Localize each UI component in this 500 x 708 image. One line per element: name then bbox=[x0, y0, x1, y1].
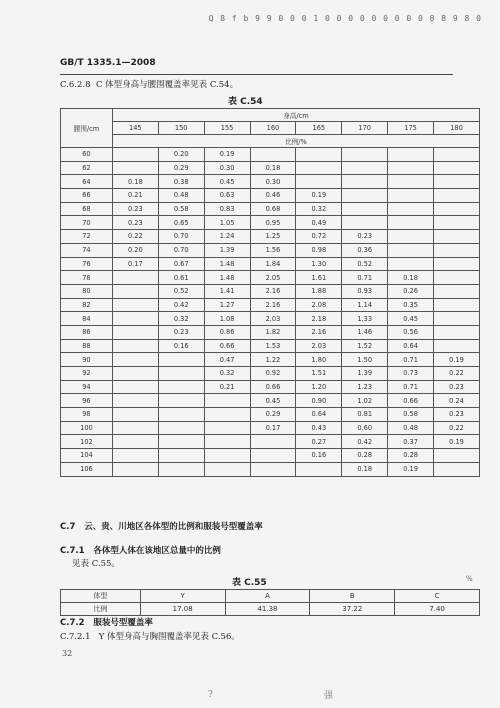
section-c72-number: C.7.2 bbox=[60, 618, 85, 628]
table54-ratio-cell: 0.52 bbox=[342, 257, 388, 271]
table54-ratio-cell: 0.60 bbox=[342, 421, 388, 435]
table54-height-header-row bbox=[61, 122, 480, 135]
table54-ratio-cell: 0.58 bbox=[158, 202, 204, 216]
table54-ratio-cell: 1.33 bbox=[342, 312, 388, 326]
table54-waist-cell: 78 bbox=[61, 271, 113, 285]
table54-ratio-header: 比例/% bbox=[112, 135, 479, 148]
table54-ratio-cell bbox=[158, 408, 204, 422]
table54-ratio-cell: 1.25 bbox=[250, 230, 296, 244]
table54-height-header: 150 bbox=[158, 122, 204, 135]
table54-ratio-cell: 0.95 bbox=[250, 216, 296, 230]
table54-ratio-cell: 0.72 bbox=[296, 230, 342, 244]
table54-ratio-cell bbox=[434, 189, 480, 203]
table54-ratio-cell bbox=[342, 175, 388, 189]
table54-ratio-cell bbox=[112, 380, 158, 394]
table54-ratio-cell bbox=[388, 257, 434, 271]
table54-ratio-cell: 0.23 bbox=[434, 408, 480, 422]
table54-ratio-cell: 1.08 bbox=[204, 312, 250, 326]
table54-ratio-cell bbox=[434, 243, 480, 257]
table54-waist-cell: 102 bbox=[61, 435, 113, 449]
table54-ratio-cell bbox=[434, 230, 480, 244]
table54-ratio-cell: 0.23 bbox=[158, 325, 204, 339]
table55-row-label: 比例 bbox=[61, 603, 141, 616]
table55-value-cell: 41.38 bbox=[225, 603, 310, 616]
table54-row bbox=[61, 325, 480, 339]
table54-height-header: 165 bbox=[296, 122, 342, 135]
table54-ratio-cell: 0.24 bbox=[434, 394, 480, 408]
table54-ratio-cell: 2.18 bbox=[296, 312, 342, 326]
table54-ratio-cell bbox=[434, 298, 480, 312]
table54-ratio-cell bbox=[388, 189, 434, 203]
table54-ratio-cell: 1.27 bbox=[204, 298, 250, 312]
table54-ratio-cell: 1.52 bbox=[342, 339, 388, 353]
table54-ratio-cell bbox=[296, 148, 342, 162]
table54-ratio-cell: 0.16 bbox=[296, 449, 342, 463]
table54-height-header: 170 bbox=[342, 122, 388, 135]
table54-ratio-cell: 0.66 bbox=[388, 394, 434, 408]
table54-ratio-cell bbox=[250, 435, 296, 449]
table54-ratio-cell: 0.18 bbox=[112, 175, 158, 189]
table54-row bbox=[61, 408, 480, 422]
table54-row bbox=[61, 230, 480, 244]
table54-height-header: 180 bbox=[434, 122, 480, 135]
table55-column-header: Y bbox=[140, 590, 225, 603]
intro-number: C.6.2.8 bbox=[60, 80, 91, 90]
table54-ratio-cell: 0.64 bbox=[296, 408, 342, 422]
table54-row bbox=[61, 449, 480, 463]
table54-ratio-cell: 2.03 bbox=[250, 312, 296, 326]
table54-ratio-cell: 1.48 bbox=[204, 271, 250, 285]
table54-ratio-cell bbox=[112, 421, 158, 435]
table54-ratio-cell bbox=[158, 449, 204, 463]
table54-ratio-cell: 0.17 bbox=[112, 257, 158, 271]
table54-ratio-cell bbox=[342, 189, 388, 203]
section-c72-title: 服装号型覆盖率 bbox=[93, 618, 153, 628]
table54-ratio-cell: 0.35 bbox=[388, 298, 434, 312]
section-c71-number: C.7.1 bbox=[60, 546, 85, 556]
table54-ratio-cell: 0.42 bbox=[158, 298, 204, 312]
table54-ratio-cell: 1.46 bbox=[342, 325, 388, 339]
table54-waist-cell: 60 bbox=[61, 148, 113, 162]
table54-ratio-cell bbox=[434, 148, 480, 162]
footer-mark-left: ? bbox=[208, 690, 213, 700]
table54-row bbox=[61, 216, 480, 230]
table54-ratio-cell: 2.05 bbox=[250, 271, 296, 285]
table54-ratio-cell: 0.46 bbox=[250, 189, 296, 203]
table54-ratio-cell: 0.23 bbox=[112, 216, 158, 230]
table54-ratio-cell bbox=[342, 161, 388, 175]
table54-ratio-cell: 1.80 bbox=[296, 353, 342, 367]
table54-waist-cell: 66 bbox=[61, 189, 113, 203]
table54-ratio-cell: 0.98 bbox=[296, 243, 342, 257]
table54-ratio-cell bbox=[112, 394, 158, 408]
table54-row bbox=[61, 312, 480, 326]
section-c7-heading bbox=[60, 522, 263, 533]
table54-row bbox=[61, 271, 480, 285]
table54-ratio-cell: 0.37 bbox=[388, 435, 434, 449]
table54-ratio-cell: 0.45 bbox=[388, 312, 434, 326]
table54-row bbox=[61, 284, 480, 298]
table54-row bbox=[61, 367, 480, 381]
table54-ratio-cell bbox=[434, 216, 480, 230]
table54-waist-cell: 94 bbox=[61, 380, 113, 394]
table54-ratio-cell bbox=[112, 148, 158, 162]
table54-ratio-cell: 1.39 bbox=[204, 243, 250, 257]
table54-ratio-cell: 0.26 bbox=[388, 284, 434, 298]
table54-row bbox=[61, 394, 480, 408]
table54-ratio-cell bbox=[112, 312, 158, 326]
table54-ratio-cell: 0.93 bbox=[342, 284, 388, 298]
table54-ratio-cell bbox=[434, 161, 480, 175]
table54-ratio-cell: 1.51 bbox=[296, 367, 342, 381]
table54-ratio-cell: 0.43 bbox=[296, 421, 342, 435]
table54-row bbox=[61, 421, 480, 435]
table54-ratio-cell: 1.82 bbox=[250, 325, 296, 339]
table54-ratio-cell: 0.23 bbox=[112, 202, 158, 216]
table54-ratio-cell bbox=[112, 284, 158, 298]
table54-waist-cell: 86 bbox=[61, 325, 113, 339]
table54-ratio-cell: 2.03 bbox=[296, 339, 342, 353]
table54-ratio-cell bbox=[112, 462, 158, 476]
table54-ratio-cell: 0.32 bbox=[296, 202, 342, 216]
table54-ratio-cell: 1.50 bbox=[342, 353, 388, 367]
table54-ratio-cell bbox=[158, 421, 204, 435]
table-c55 bbox=[60, 589, 480, 616]
table54-ratio-cell: 2.16 bbox=[250, 298, 296, 312]
table54-waist-cell: 76 bbox=[61, 257, 113, 271]
table54-ratio-cell bbox=[112, 408, 158, 422]
table54-ratio-cell bbox=[434, 284, 480, 298]
table54-ratio-cell: 0.20 bbox=[112, 243, 158, 257]
table54-ratio-cell: 0.36 bbox=[342, 243, 388, 257]
table54-ratio-cell: 0.19 bbox=[296, 189, 342, 203]
scan-header-code: Q 8 f b 9 9 0 0 0 1 0 0 0 0 0 0 0 0 0 8 8 9 8 0 bbox=[208, 14, 482, 23]
table54-ratio-cell: 0.48 bbox=[158, 189, 204, 203]
table54-ratio-cell: 0.28 bbox=[388, 449, 434, 463]
intro-text: C 体型身高与腰围覆盖率见表 C.54。 bbox=[95, 80, 239, 90]
table54-ratio-cell: 0.19 bbox=[204, 148, 250, 162]
table54-ratio-cell bbox=[112, 325, 158, 339]
table54-waist-cell: 92 bbox=[61, 367, 113, 381]
table54-ratio-cell bbox=[388, 243, 434, 257]
table54-ratio-cell bbox=[434, 312, 480, 326]
table54-ratio-cell bbox=[342, 202, 388, 216]
table55-column-header: B bbox=[310, 590, 395, 603]
table54-ratio-cell: 1.30 bbox=[296, 257, 342, 271]
table54-ratio-cell: 1.24 bbox=[204, 230, 250, 244]
section-c721-number: C.7.2.1 bbox=[60, 632, 91, 642]
table54-ratio-cell: 0.47 bbox=[204, 353, 250, 367]
table54-ratio-cell: 0.70 bbox=[158, 230, 204, 244]
table54-row bbox=[61, 202, 480, 216]
table54-ratio-cell bbox=[250, 449, 296, 463]
table54-ratio-cell: 1.88 bbox=[296, 284, 342, 298]
table54-ratio-cell: 0.18 bbox=[388, 271, 434, 285]
table54-ratio-cell bbox=[250, 148, 296, 162]
table54-ratio-cell: 0.52 bbox=[158, 284, 204, 298]
table54-ratio-cell: 0.17 bbox=[250, 421, 296, 435]
table54-waist-cell: 74 bbox=[61, 243, 113, 257]
table54-ratio-cell: 0.20 bbox=[158, 148, 204, 162]
table54-ratio-cell: 0.19 bbox=[434, 435, 480, 449]
footer-mark-right: 强 bbox=[324, 691, 334, 701]
table55-unit: % bbox=[466, 575, 473, 583]
table54-row bbox=[61, 380, 480, 394]
table-c54 bbox=[60, 108, 480, 477]
table54-ratio-cell: 0.73 bbox=[388, 367, 434, 381]
table54-ratio-cell: 0.66 bbox=[204, 339, 250, 353]
table54-ratio-cell: 0.32 bbox=[204, 367, 250, 381]
section-c72-heading bbox=[60, 618, 153, 629]
table54-ratio-cell bbox=[112, 353, 158, 367]
table54-ratio-cell bbox=[112, 449, 158, 463]
table54-ratio-cell: 0.23 bbox=[342, 230, 388, 244]
table54-row bbox=[61, 189, 480, 203]
table54-ratio-cell: 0.58 bbox=[388, 408, 434, 422]
table54-ratio-cell bbox=[204, 435, 250, 449]
table54-ratio-cell: 1.39 bbox=[342, 367, 388, 381]
table54-ratio-cell: 2.16 bbox=[296, 325, 342, 339]
intro-paragraph bbox=[60, 80, 238, 91]
table54-ratio-cell: 0.65 bbox=[158, 216, 204, 230]
table54-ratio-cell: 0.38 bbox=[158, 175, 204, 189]
section-c7-title: 云、贵、川地区各体型的比例和服装号型覆盖率 bbox=[84, 522, 263, 532]
table54-ratio-cell: 0.64 bbox=[388, 339, 434, 353]
table54-ratio-cell: 0.21 bbox=[204, 380, 250, 394]
table54-row bbox=[61, 462, 480, 476]
table54-ratio-cell: 1.14 bbox=[342, 298, 388, 312]
table54-ratio-cell bbox=[296, 175, 342, 189]
table54-ratio-cell: 1.41 bbox=[204, 284, 250, 298]
table54-ratio-cell: 0.32 bbox=[158, 312, 204, 326]
table54-height-header: 160 bbox=[250, 122, 296, 135]
table55-value-cell: 7.40 bbox=[395, 603, 480, 616]
table54-ratio-cell: 0.70 bbox=[158, 243, 204, 257]
table54-ratio-cell: 0.92 bbox=[250, 367, 296, 381]
table54-ratio-cell bbox=[342, 216, 388, 230]
table54-ratio-cell bbox=[296, 161, 342, 175]
table54-ratio-cell bbox=[158, 435, 204, 449]
table54-ratio-cell: 0.19 bbox=[434, 353, 480, 367]
table54-waist-cell: 82 bbox=[61, 298, 113, 312]
table54-ratio-cell: 0.27 bbox=[296, 435, 342, 449]
table54-ratio-cell: 0.29 bbox=[250, 408, 296, 422]
table54-ratio-cell: 0.22 bbox=[112, 230, 158, 244]
table54-ratio-cell bbox=[158, 367, 204, 381]
table54-ratio-cell bbox=[158, 380, 204, 394]
table54-waist-cell: 72 bbox=[61, 230, 113, 244]
table54-ratio-cell bbox=[204, 408, 250, 422]
table54-ratio-cell: 0.28 bbox=[342, 449, 388, 463]
table54-ratio-cell bbox=[112, 339, 158, 353]
page-number: 32 bbox=[62, 649, 73, 658]
table54-waist-cell: 98 bbox=[61, 408, 113, 422]
section-c7-number: C.7 bbox=[60, 522, 76, 532]
table54-ratio-cell: 0.45 bbox=[204, 175, 250, 189]
table54-ratio-cell: 0.21 bbox=[112, 189, 158, 203]
table54-caption: 表 C.54 bbox=[228, 97, 263, 107]
table54-row bbox=[61, 257, 480, 271]
table54-waist-cell: 62 bbox=[61, 161, 113, 175]
table54-height-header: 175 bbox=[388, 122, 434, 135]
table54-row bbox=[61, 148, 480, 162]
table54-waist-cell: 68 bbox=[61, 202, 113, 216]
table54-ratio-cell: 0.71 bbox=[388, 380, 434, 394]
table54-ratio-cell: 0.56 bbox=[388, 325, 434, 339]
table54-row bbox=[61, 175, 480, 189]
section-c721-paragraph bbox=[60, 632, 240, 643]
table54-ratio-cell bbox=[112, 161, 158, 175]
table54-ratio-cell bbox=[388, 148, 434, 162]
table54-ratio-cell bbox=[250, 462, 296, 476]
table54-ratio-cell: 1.56 bbox=[250, 243, 296, 257]
table54-ratio-cell bbox=[434, 202, 480, 216]
table54-ratio-cell: 0.68 bbox=[250, 202, 296, 216]
table54-row bbox=[61, 161, 480, 175]
table54-ratio-cell: 1.22 bbox=[250, 353, 296, 367]
table54-ratio-cell: 0.81 bbox=[342, 408, 388, 422]
table54-ratio-cell: 0.22 bbox=[434, 367, 480, 381]
table54-waist-cell: 90 bbox=[61, 353, 113, 367]
table54-ratio-cell: 2.16 bbox=[250, 284, 296, 298]
table54-ratio-cell: 0.71 bbox=[388, 353, 434, 367]
table54-ratio-cell bbox=[434, 462, 480, 476]
table54-ratio-cell bbox=[388, 216, 434, 230]
table54-ratio-cell: 0.16 bbox=[158, 339, 204, 353]
table54-ratio-cell: 1.23 bbox=[342, 380, 388, 394]
table54-ratio-cell: 0.86 bbox=[204, 325, 250, 339]
table54-body bbox=[61, 148, 480, 477]
table54-waist-cell: 104 bbox=[61, 449, 113, 463]
table54-corner-header: 腰围/cm bbox=[61, 109, 113, 148]
table54-ratio-cell bbox=[112, 367, 158, 381]
table54-waist-cell: 84 bbox=[61, 312, 113, 326]
table54-ratio-cell: 0.49 bbox=[296, 216, 342, 230]
table54-ratio-cell bbox=[388, 175, 434, 189]
table55-caption: 表 C.55 bbox=[232, 578, 267, 588]
table54-ratio-cell: 0.61 bbox=[158, 271, 204, 285]
table54-ratio-cell: 0.66 bbox=[250, 380, 296, 394]
table55-value-row bbox=[61, 603, 480, 616]
table54-ratio-cell bbox=[204, 449, 250, 463]
table54-ratio-cell: 1.61 bbox=[296, 271, 342, 285]
table54-ratio-cell: 2.08 bbox=[296, 298, 342, 312]
table55-value-cell: 37.22 bbox=[310, 603, 395, 616]
section-c71-body: 见表 C.55。 bbox=[72, 559, 120, 569]
table54-row bbox=[61, 353, 480, 367]
table54-ratio-cell: 0.30 bbox=[250, 175, 296, 189]
table54-ratio-cell bbox=[434, 271, 480, 285]
table54-ratio-cell bbox=[388, 202, 434, 216]
table54-ratio-cell: 0.18 bbox=[342, 462, 388, 476]
table54-ratio-cell: 0.63 bbox=[204, 189, 250, 203]
table54-ratio-cell: 0.90 bbox=[296, 394, 342, 408]
table55-value-cell: 17.08 bbox=[140, 603, 225, 616]
table54-waist-cell: 100 bbox=[61, 421, 113, 435]
table54-ratio-cell: 1.05 bbox=[204, 216, 250, 230]
table54-ratio-cell bbox=[158, 462, 204, 476]
table54-height-group-header: 身高/cm bbox=[112, 109, 479, 122]
table54-ratio-cell bbox=[204, 394, 250, 408]
table54-ratio-cell bbox=[112, 271, 158, 285]
table54-ratio-cell: 0.23 bbox=[434, 380, 480, 394]
table54-ratio-cell bbox=[434, 325, 480, 339]
table54-ratio-cell bbox=[388, 230, 434, 244]
table54-ratio-cell bbox=[342, 148, 388, 162]
table54-waist-cell: 106 bbox=[61, 462, 113, 476]
table54-ratio-cell: 1.53 bbox=[250, 339, 296, 353]
table54-ratio-cell: 0.67 bbox=[158, 257, 204, 271]
table54-ratio-cell: 1.20 bbox=[296, 380, 342, 394]
table54-ratio-cell bbox=[434, 449, 480, 463]
table54-ratio-cell: 0.30 bbox=[204, 161, 250, 175]
table54-row bbox=[61, 435, 480, 449]
table54-ratio-cell bbox=[296, 462, 342, 476]
table55-header-row bbox=[61, 590, 480, 603]
table54-ratio-cell bbox=[388, 161, 434, 175]
table54-ratio-cell: 0.45 bbox=[250, 394, 296, 408]
table54-ratio-cell: 0.83 bbox=[204, 202, 250, 216]
table54-ratio-cell bbox=[434, 257, 480, 271]
table54-ratio-cell: 0.42 bbox=[342, 435, 388, 449]
header-divider bbox=[60, 74, 453, 75]
table54-ratio-cell bbox=[434, 339, 480, 353]
table54-ratio-cell: 1.02 bbox=[342, 394, 388, 408]
table55-column-header: A bbox=[225, 590, 310, 603]
table54-ratio-cell: 1.84 bbox=[250, 257, 296, 271]
table54-height-header: 155 bbox=[204, 122, 250, 135]
table54-height-header: 145 bbox=[112, 122, 158, 135]
table54-ratio-cell: 0.71 bbox=[342, 271, 388, 285]
table54-waist-cell: 80 bbox=[61, 284, 113, 298]
table55-header-label: 体型 bbox=[61, 590, 141, 603]
table54-waist-cell: 96 bbox=[61, 394, 113, 408]
table54-ratio-cell bbox=[204, 462, 250, 476]
section-c71-heading bbox=[60, 546, 221, 557]
table54-ratio-cell bbox=[158, 353, 204, 367]
table54-waist-cell: 88 bbox=[61, 339, 113, 353]
table54-waist-cell: 70 bbox=[61, 216, 113, 230]
standard-code: GB/T 1335.1—2008 bbox=[60, 58, 156, 68]
table54-row bbox=[61, 298, 480, 312]
table54-ratio-cell bbox=[434, 175, 480, 189]
table54-ratio-cell bbox=[112, 435, 158, 449]
table54-ratio-cell bbox=[158, 394, 204, 408]
table54-ratio-cell: 0.22 bbox=[434, 421, 480, 435]
table54-ratio-cell bbox=[112, 298, 158, 312]
table54-row bbox=[61, 339, 480, 353]
table54-ratio-cell bbox=[204, 421, 250, 435]
table54-ratio-cell: 0.29 bbox=[158, 161, 204, 175]
section-c721-text: Y 体型身高与胸围覆盖率见表 C.56。 bbox=[98, 632, 240, 642]
table54-ratio-cell: 1.48 bbox=[204, 257, 250, 271]
section-c71-title: 各体型人体在该地区总量中的比例 bbox=[93, 546, 221, 556]
table54-row bbox=[61, 243, 480, 257]
table54-ratio-cell: 0.18 bbox=[250, 161, 296, 175]
table54-ratio-cell: 0.19 bbox=[388, 462, 434, 476]
table55-column-header: C bbox=[395, 590, 480, 603]
table54-waist-cell: 64 bbox=[61, 175, 113, 189]
table54-ratio-cell: 0.48 bbox=[388, 421, 434, 435]
